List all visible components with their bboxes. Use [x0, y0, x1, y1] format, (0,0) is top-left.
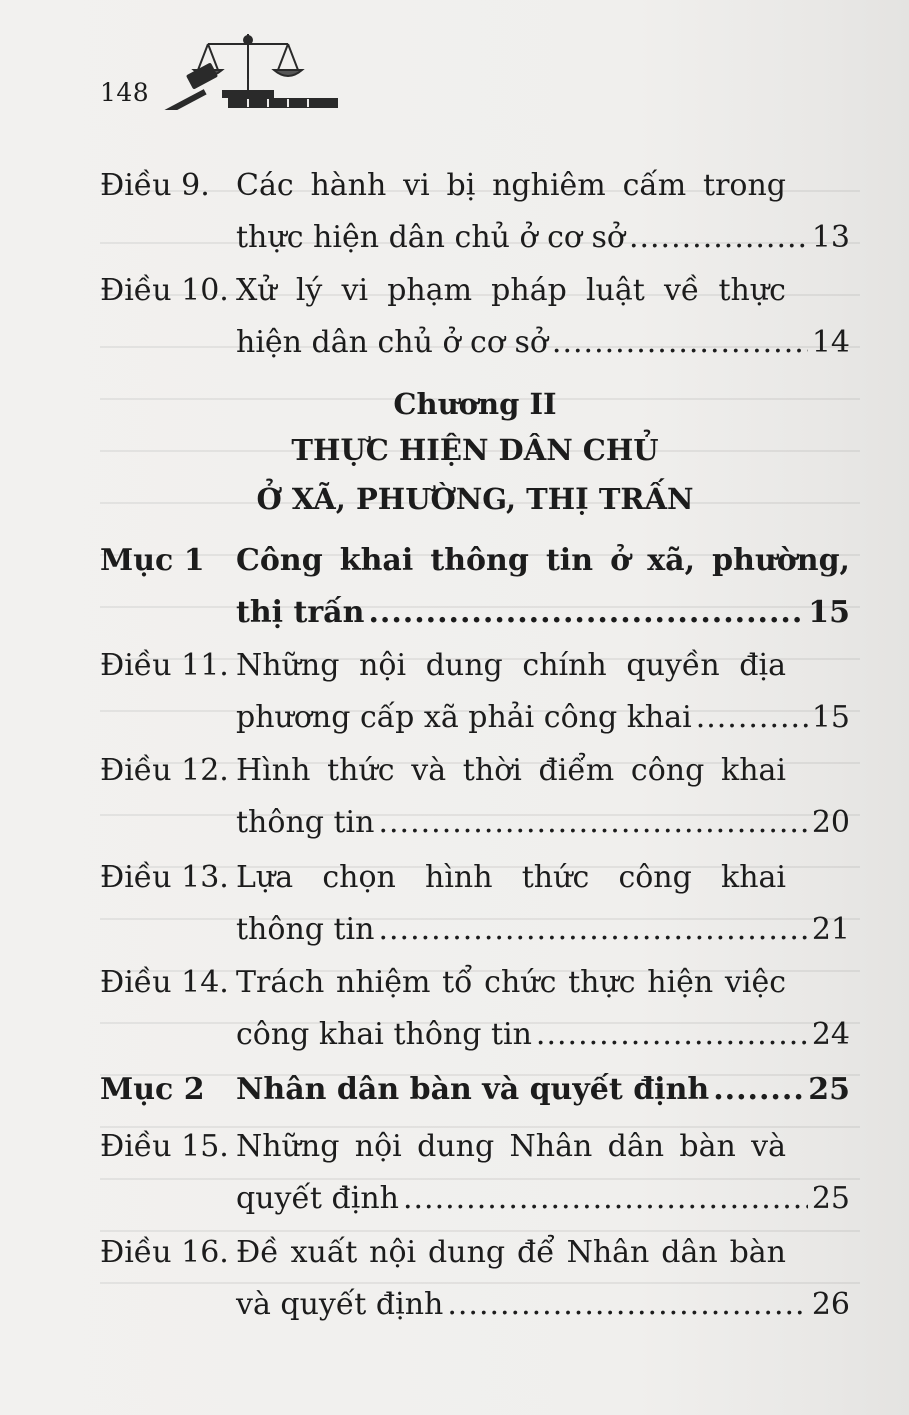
entry-page-number: 20	[811, 805, 850, 840]
entry-title-line1: Lựa chọn hình thức công khai	[236, 860, 786, 895]
scales-of-justice-gavel-icon	[158, 30, 348, 110]
dot-leader	[368, 587, 804, 639]
entry-title-line2-text: hiện dân chủ ở cơ sở	[236, 325, 548, 360]
entry-title-line2	[236, 1173, 850, 1225]
dot-leader	[536, 1009, 808, 1061]
entry-label: Điều 11.	[100, 648, 229, 683]
section-label: Mục 1	[100, 543, 205, 578]
dot-leader	[403, 1173, 808, 1225]
entry-page-number: 14	[811, 325, 850, 360]
entry-title-line2	[236, 904, 850, 956]
entry-label: Điều 12.	[100, 753, 229, 788]
entry-page-number: 15	[811, 700, 850, 735]
dot-leader	[552, 317, 808, 369]
entry-label: Điều 10.	[100, 273, 229, 308]
entry-title-line2	[236, 692, 850, 744]
section-title	[236, 1064, 850, 1116]
entry-page-number: 13	[811, 220, 850, 255]
entry-title-line2	[236, 797, 850, 849]
entry-title-line2-text: thông tin	[236, 805, 375, 840]
entry-title-line2	[236, 1009, 850, 1061]
entry-title-line2-text: thực hiện dân chủ ở cơ sở	[236, 220, 625, 255]
entry-title-line1: Các hành vi bị nghiêm cấm trong	[236, 168, 786, 203]
dot-leader	[696, 692, 808, 744]
entry-title-line2-text: quyết định	[236, 1181, 399, 1216]
entry-title-line2-text: công khai thông tin	[236, 1017, 532, 1052]
entry-title-line1: Đề xuất nội dung để Nhân dân bàn	[236, 1235, 786, 1270]
dot-leader	[629, 212, 808, 264]
section-title-line2	[236, 587, 850, 639]
page-header	[100, 30, 400, 110]
entry-title-line2-text: thông tin	[236, 912, 375, 947]
entry-title-line1: Những nội dung Nhân dân bàn và	[236, 1129, 786, 1164]
entry-title-line2	[236, 212, 850, 264]
entry-label: Điều 14.	[100, 965, 229, 1000]
section-label: Mục 2	[100, 1072, 205, 1107]
entry-title-line2-text: và quyết định	[236, 1287, 444, 1322]
entry-page-number: 21	[811, 912, 850, 947]
entry-title-line2-text: phương cấp xã phải công khai	[236, 700, 692, 735]
chapter-title-line2: Ở XÃ, PHƯỜNG, THỊ TRẤN	[256, 482, 694, 516]
entry-title-line1: Trách nhiệm tổ chức thực hiện việc	[236, 965, 786, 1000]
entry-page-number: 25	[811, 1181, 850, 1216]
section-title-text: Nhân dân bàn và quyết định	[236, 1072, 710, 1107]
entry-title-line1: Xử lý vi phạm pháp luật về thực	[236, 273, 786, 308]
chapter-number: Chương II	[393, 387, 557, 421]
section-title-line1: Công khai thông tin ở xã, phường,	[236, 543, 850, 578]
dot-leader	[713, 1064, 804, 1116]
dot-leader	[378, 797, 807, 849]
entry-title-line1: Những nội dung chính quyền địa	[236, 648, 786, 683]
entry-title-line2	[236, 1279, 850, 1331]
dot-leader	[378, 904, 807, 956]
chapter-title-line1: THỰC HIỆN DÂN CHỦ	[291, 433, 659, 467]
entry-label: Điều 9.	[100, 168, 210, 203]
section-title-line2-text: thị trấn	[236, 595, 365, 630]
entry-label: Điều 13.	[100, 860, 229, 895]
section-page-number: 15	[808, 595, 850, 630]
entry-label: Điều 16.	[100, 1235, 229, 1270]
entry-page-number: 26	[811, 1287, 850, 1322]
entry-label: Điều 15.	[100, 1129, 229, 1164]
dot-leader	[447, 1279, 807, 1331]
section-page-number: 25	[808, 1072, 850, 1107]
entry-title-line1: Hình thức và thời điểm công khai	[236, 753, 786, 788]
page-number: 148	[100, 78, 150, 107]
entry-title-line2	[236, 317, 850, 369]
entry-page-number: 24	[811, 1017, 850, 1052]
